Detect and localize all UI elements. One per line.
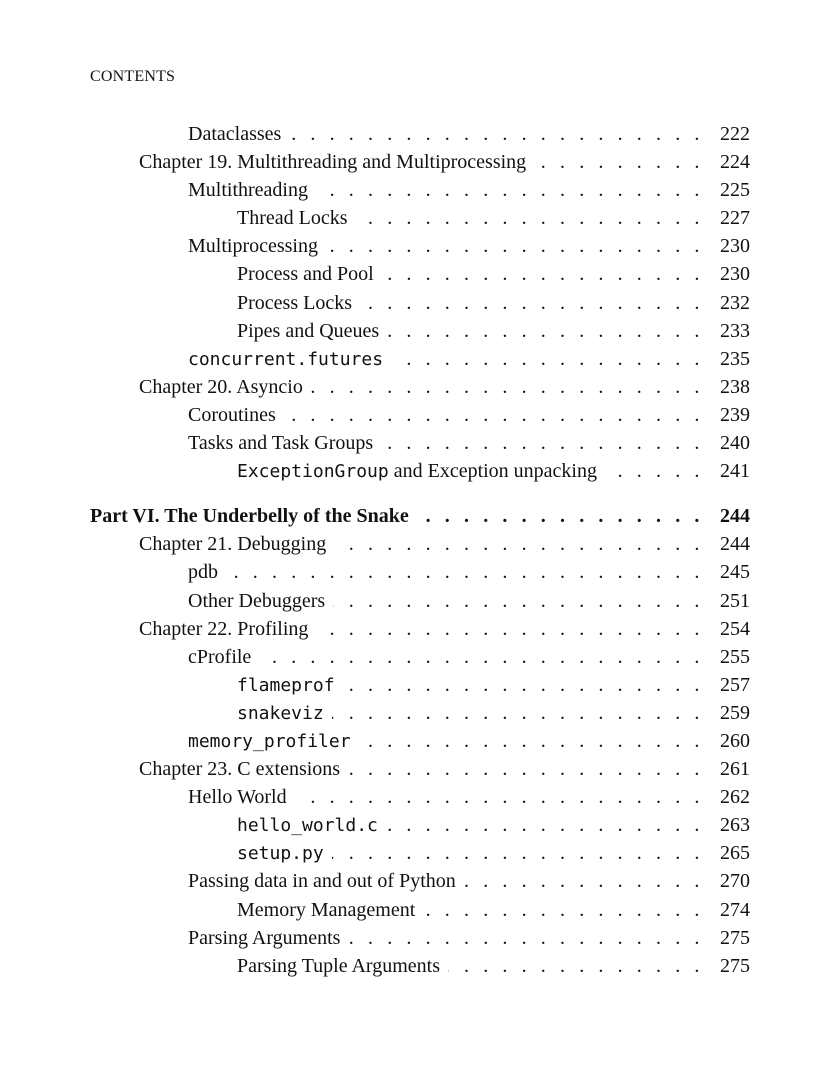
- dot-leader: [311, 373, 704, 401]
- toc-entry-title: Dataclasses: [188, 123, 282, 145]
- toc-entry-title: Multiprocessing: [188, 235, 318, 258]
- dot-leader: [386, 811, 704, 839]
- toc-entry-title: snakeviz: [237, 702, 324, 724]
- dot-leader: [332, 839, 704, 867]
- toc-entry-title: Parsing Tuple Arguments: [237, 954, 440, 977]
- toc-entry-title: setup.py: [237, 843, 324, 865]
- toc-entry-page: 239: [720, 403, 750, 426]
- toc-entry-title: Memory Management: [237, 898, 416, 921]
- toc-entry-title: Coroutines: [188, 403, 276, 426]
- dot-leader: [348, 755, 704, 783]
- running-head: CONTENTS: [90, 68, 176, 85]
- toc-entry-title: Other Debuggers: [188, 589, 326, 612]
- toc-entry-page: 259: [720, 701, 750, 724]
- toc-entry-title: cProfile: [188, 645, 252, 668]
- toc-entry-parsing-arguments[interactable]: [90, 924, 750, 952]
- toc-entry-title: Chapter 19. Multithreading and Multiprocessing: [139, 151, 527, 174]
- toc-entry-title: Chapter 20. Asyncio: [139, 375, 303, 398]
- toc-entry-other-debuggers[interactable]: [90, 587, 750, 615]
- toc-entry-chapter-21[interactable]: [90, 530, 750, 558]
- toc-entry-title: Parsing Arguments: [188, 926, 341, 949]
- toc-entry-page: 235: [720, 347, 750, 370]
- toc-entry-page: 275: [720, 926, 750, 949]
- toc-entry-title: Thread Locks: [237, 207, 348, 230]
- toc-entry-page: 225: [720, 179, 750, 202]
- toc-entry-exceptiongroup[interactable]: [90, 457, 750, 485]
- toc-entry-page: 227: [720, 207, 750, 230]
- toc-entry-title-code: ExceptionGroup: [237, 461, 389, 483]
- dot-leader: [316, 176, 704, 204]
- toc-entry-hello-world-c[interactable]: [90, 811, 750, 839]
- toc-entry-chapter-22[interactable]: [90, 615, 750, 643]
- toc-entry-page: 274: [720, 898, 750, 921]
- toc-entry-page: 255: [720, 645, 750, 668]
- dot-leader: [391, 345, 704, 373]
- table-of-contents: [90, 120, 750, 980]
- toc-entry-page: 240: [720, 432, 750, 455]
- toc-entry-title: [237, 457, 597, 486]
- dot-leader: [226, 558, 704, 586]
- toc-entry-page: 224: [720, 151, 750, 174]
- toc-entry-setup-py[interactable]: [90, 839, 750, 867]
- toc-entry-flameprof[interactable]: [90, 671, 750, 699]
- toc-entry-process-locks[interactable]: [90, 289, 750, 317]
- toc-entry-page: 238: [720, 375, 750, 398]
- dot-leader: [464, 867, 704, 895]
- dot-leader: [382, 260, 704, 288]
- toc-entry-title: Process and Pool: [237, 263, 374, 286]
- toc-entry-title: Tasks and Task Groups: [188, 432, 374, 455]
- dot-leader: [356, 204, 704, 232]
- toc-entry-page: 270: [720, 870, 750, 893]
- dot-leader: [289, 120, 704, 148]
- toc-entry-title: Process Locks: [237, 291, 352, 314]
- dot-leader: [605, 457, 704, 485]
- dot-leader: [295, 783, 704, 811]
- toc-entry-page: 233: [720, 319, 750, 342]
- toc-entry-title: Chapter 21. Debugging: [139, 533, 327, 556]
- toc-entry-title: concurrent.futures: [188, 348, 384, 370]
- toc-entry-title: hello_world.c: [237, 815, 378, 837]
- toc-entry-page: 245: [720, 561, 750, 584]
- toc-entry-title: Chapter 22. Profiling: [139, 617, 309, 640]
- dot-leader: [448, 952, 704, 980]
- toc-entry-title: Hello World: [188, 786, 287, 809]
- toc-entry-page: 241: [720, 460, 750, 483]
- toc-entry-title-rest: and Exception unpacking: [388, 460, 597, 483]
- toc-entry-multithreading[interactable]: [90, 176, 750, 204]
- dot-leader: [259, 643, 704, 671]
- toc-entry-page: 275: [720, 954, 750, 977]
- toc-entry-passing-data[interactable]: [90, 867, 750, 895]
- toc-entry-hello-world[interactable]: [90, 783, 750, 811]
- toc-entry-title: memory_profiler: [188, 730, 351, 752]
- dot-leader: [334, 530, 704, 558]
- toc-entry-page: 257: [720, 673, 750, 696]
- toc-entry-chapter-20[interactable]: [90, 373, 750, 401]
- dot-leader: [534, 148, 704, 176]
- toc-entry-page: 261: [720, 758, 750, 781]
- dot-leader: [326, 232, 704, 260]
- toc-entry-title: Part VI. The Underbelly of the Snake: [90, 505, 409, 528]
- toc-entry-page: 244: [720, 505, 750, 528]
- toc-entry-concurrent-futures[interactable]: [90, 345, 750, 373]
- toc-entry-page: 230: [720, 263, 750, 286]
- toc-entry-tasks-and-task-groups[interactable]: [90, 429, 750, 457]
- dot-leader: [284, 401, 704, 429]
- toc-entry-memory-management[interactable]: [90, 896, 750, 924]
- toc-entry-page: 222: [720, 123, 750, 145]
- toc-entry-chapter-23[interactable]: [90, 755, 750, 783]
- toc-entry-page: 263: [720, 814, 750, 837]
- toc-entry-cprofile[interactable]: [90, 643, 750, 671]
- dot-leader: [359, 727, 704, 755]
- toc-entry-page: 265: [720, 842, 750, 865]
- toc-entry-page: 230: [720, 235, 750, 258]
- dot-leader: [423, 896, 704, 924]
- dot-leader: [360, 289, 704, 317]
- toc-entry-multiprocessing[interactable]: [90, 232, 750, 260]
- toc-entry-part-vi[interactable]: [90, 502, 750, 530]
- dot-leader: [332, 699, 704, 727]
- toc-entry-pdb[interactable]: [90, 558, 750, 586]
- toc-entry-title: flameprof: [237, 674, 335, 696]
- toc-entry-title: Pipes and Queues: [237, 319, 380, 342]
- dot-leader: [348, 924, 704, 952]
- toc-entry-page: 254: [720, 617, 750, 640]
- toc-entry-parsing-tuple-arguments[interactable]: [90, 952, 750, 980]
- dot-leader: [343, 671, 704, 699]
- toc-entry-title: pdb: [188, 561, 218, 584]
- dot-leader: [381, 429, 704, 457]
- toc-entry-snakeviz[interactable]: [90, 699, 750, 727]
- dot-leader: [333, 587, 704, 615]
- toc-entry-title: Passing data in and out of Python: [188, 870, 456, 893]
- toc-entry-pipes-and-queues[interactable]: [90, 317, 750, 345]
- toc-entry-dataclasses[interactable]: [90, 120, 750, 148]
- dot-leader: [387, 317, 704, 345]
- toc-entry-page: 232: [720, 291, 750, 314]
- toc-entry-memory-profiler[interactable]: [90, 727, 750, 755]
- toc-entry-title: Multithreading: [188, 179, 308, 202]
- toc-entry-title: Chapter 23. C extensions: [139, 758, 341, 781]
- toc-entry-thread-locks[interactable]: [90, 204, 750, 232]
- toc-entry-process-and-pool[interactable]: [90, 260, 750, 288]
- dot-leader: [417, 502, 704, 530]
- toc-entry-coroutines[interactable]: [90, 401, 750, 429]
- toc-entry-page: 244: [720, 533, 750, 556]
- toc-entry-page: 251: [720, 589, 750, 612]
- dot-leader: [316, 615, 704, 643]
- toc-entry-page: 260: [720, 729, 750, 752]
- toc-entry-chapter-19[interactable]: [90, 148, 750, 176]
- toc-entry-page: 262: [720, 786, 750, 809]
